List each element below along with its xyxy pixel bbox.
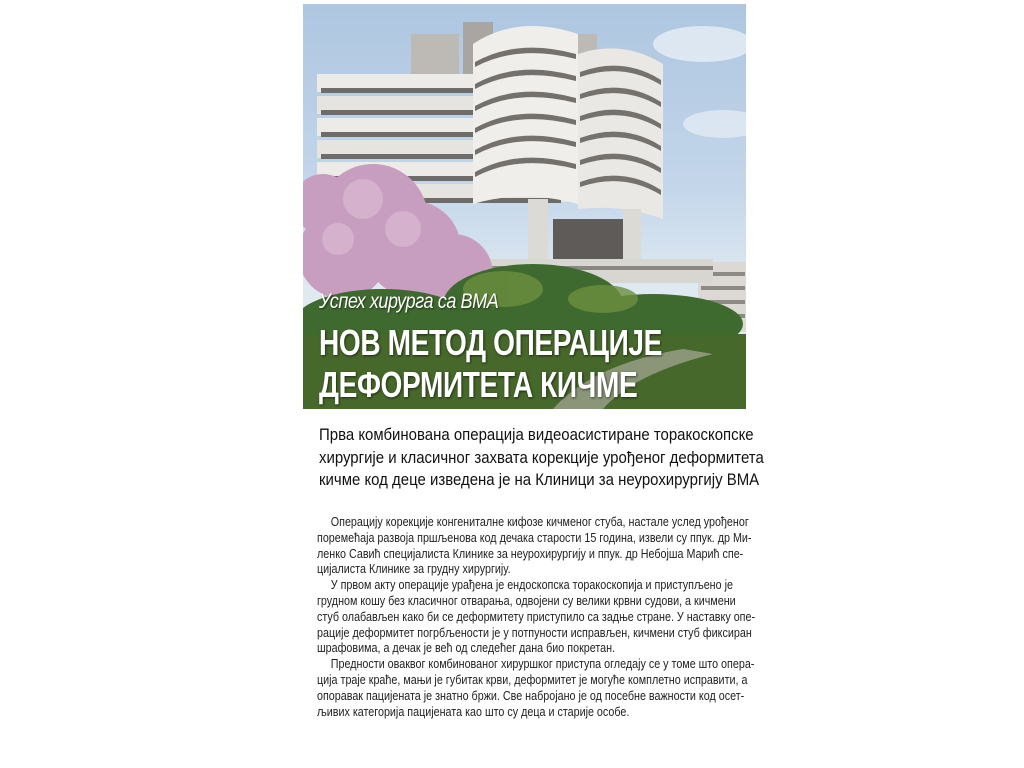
article-lead (319, 424, 764, 492)
body-line: рације деформитет погрбљености је у потпуности исправљен, кичмени стуб фиксиран (317, 625, 752, 640)
body-line: љивих категорија пацијената као што су деца и старије особе. (317, 704, 630, 719)
body-line: стуб олабављен како би се деформитету приступило са задње стране. У наставку опе- (317, 609, 756, 624)
headline-line: ДЕФОРМИТЕТА КИЧМЕ (319, 364, 638, 405)
body-line: шрафовима, а дечак је већ од следећег дана био покретан. (317, 641, 616, 656)
body-line: Операцију корекције конгениталне кифозе кичменог стуба, настале услед урођеног (330, 515, 749, 529)
body-line: поремећаја развоја пршљенова код дечака старости 15 година, извели су ппук. др Ми- (317, 530, 752, 545)
body-line: опоравак пацијената је знатно бржи. Све набројано је од посебне важности код осет- (317, 688, 745, 703)
hero-photo (303, 4, 746, 409)
lead-line: хирургије и класичног захвата корекције урођеног деформитета (319, 447, 764, 467)
lead-line: Прва комбинована операција видеоасистиране торакоскопске (319, 425, 754, 444)
magazine-page (303, 0, 764, 768)
body-line: Предности оваквог комбинованог хируршког приступа огледају се у томе што опера- (330, 657, 755, 672)
body-line: цијалиста Клинике за грудну хирургију. (317, 562, 511, 577)
article-kicker: Успех хирурга са ВМА (319, 290, 499, 313)
body-line: ленко Савић специјалиста Клинике за неурохирургију и ппук. др Небојша Марић спе- (317, 546, 744, 561)
body-line: ција траје краће, мањи је губитак крви, деформитет је могуће комплетно исправити, а (317, 672, 748, 687)
article-headline (319, 322, 662, 406)
article-body (317, 515, 756, 720)
headline-line: НОВ МЕТОД ОПЕРАЦИЈЕ (319, 322, 662, 363)
lead-line: кичме код деце изведена је на Клиници за неурохирургију ВМА (319, 470, 760, 489)
body-line: У првом акту операције урађена је ендоскопска торакоскопија и приступљено је (330, 578, 733, 593)
body-line: грудном кошу без класичног отварања, одвојени су велики крвни судови, а кичмени (317, 593, 736, 608)
